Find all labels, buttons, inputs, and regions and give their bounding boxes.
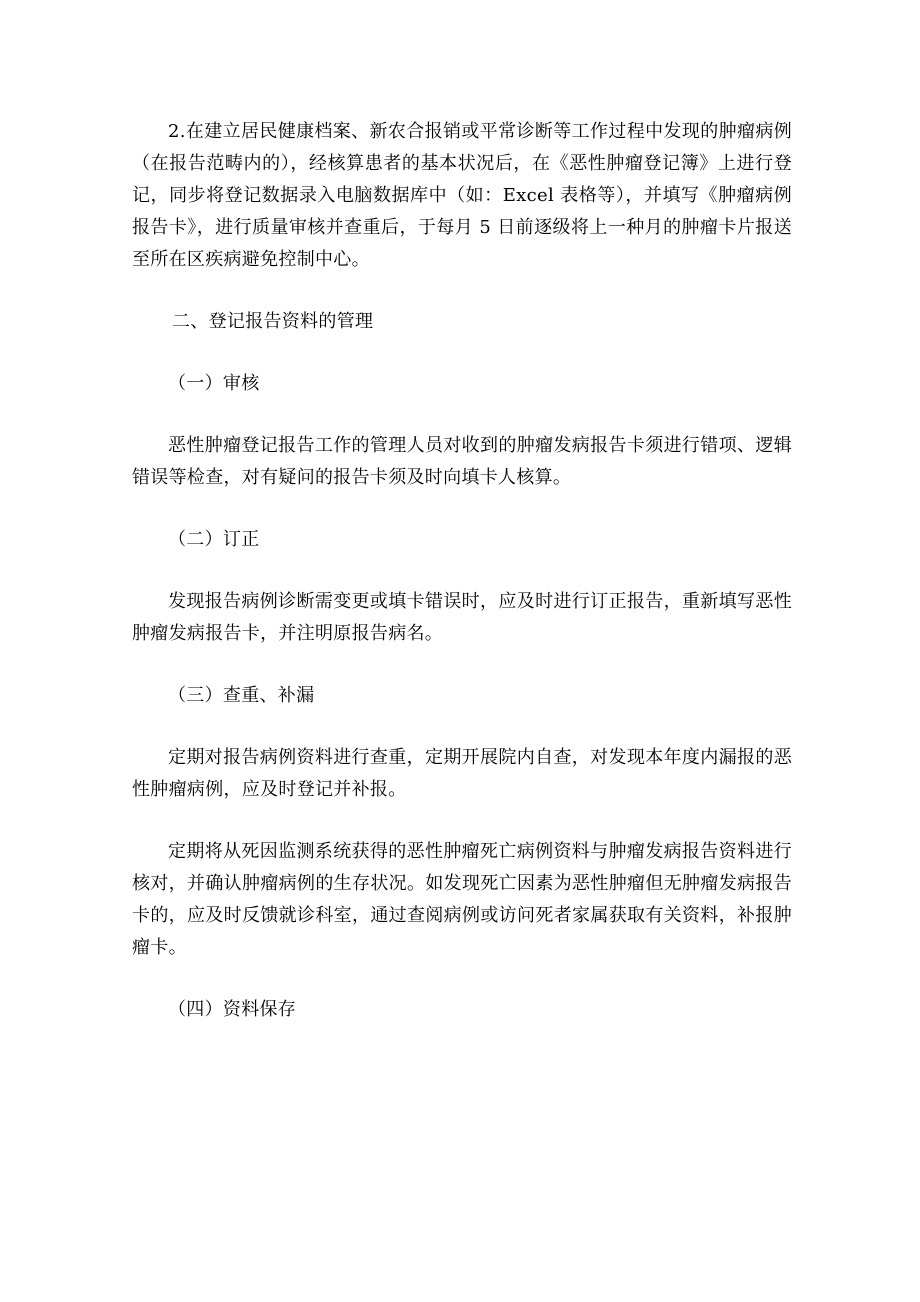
spacer — [132, 400, 792, 430]
spacer — [132, 338, 792, 368]
subsection-heading-data-storage: （四）资料保存 — [168, 999, 297, 1020]
section-heading-data-management: 二、登记报告资料的管理 — [172, 311, 374, 332]
spacer — [132, 556, 792, 586]
spacer — [132, 494, 792, 524]
document-body — [132, 116, 792, 1026]
paragraph-review: 恶性肿瘤登记报告工作的管理人员对收到的肿瘤发病报告卡须进行错项、逻辑错误等检查，对有疑问的报告卡须及时向填卡人核算。 — [132, 435, 792, 488]
spacer — [132, 650, 792, 680]
subsection-heading-review: （一）审核 — [168, 373, 260, 394]
spacer — [132, 712, 792, 742]
spacer — [132, 276, 792, 306]
paragraph-correction: 发现报告病例诊断需变更或填卡错误时，应及时进行订正报告，重新填写恶性肿瘤发病报告卡，并注明原报告病名。 — [132, 591, 792, 644]
paragraph-deduplication-2: 定期将从死因监测系统获得的恶性肿瘤死亡病例资料与肿瘤发病报告资料进行核对，并确认肿瘤病例的生存状况。如发现死亡因素为恶性肿瘤但无肿瘤发病报告卡的，应及时反馈就诊科室，通过查阅病例或访问死者家属获取有关资料，补报肿瘤卡。 — [132, 841, 792, 958]
spacer — [132, 806, 792, 836]
paragraph-deduplication-1: 定期对报告病例资料进行查重，定期开展院内自查，对发现本年度内漏报的恶性肿瘤病例，应及时登记并补报。 — [132, 747, 792, 800]
subsection-heading-deduplication: （三）查重、补漏 — [168, 685, 315, 706]
paragraph-reporting-procedure: 2.在建立居民健康档案、新农合报销或平常诊断等工作过程中发现的肿瘤病例（在报告范畴内的），经核算患者的基本状况后，在《恶性肿瘤登记簿》上进行登记，同步将登记数据录入电脑数据库中（如：Excel 表格等），并填写《肿瘤病例报告卡》，进行质量审核并查重后，于每月 5 日前逐级将上一种月的肿瘤卡片报送至所在区疾病避免控制中心。 — [132, 121, 792, 270]
subsection-heading-correction: （二）订正 — [168, 529, 260, 550]
spacer — [132, 964, 792, 994]
